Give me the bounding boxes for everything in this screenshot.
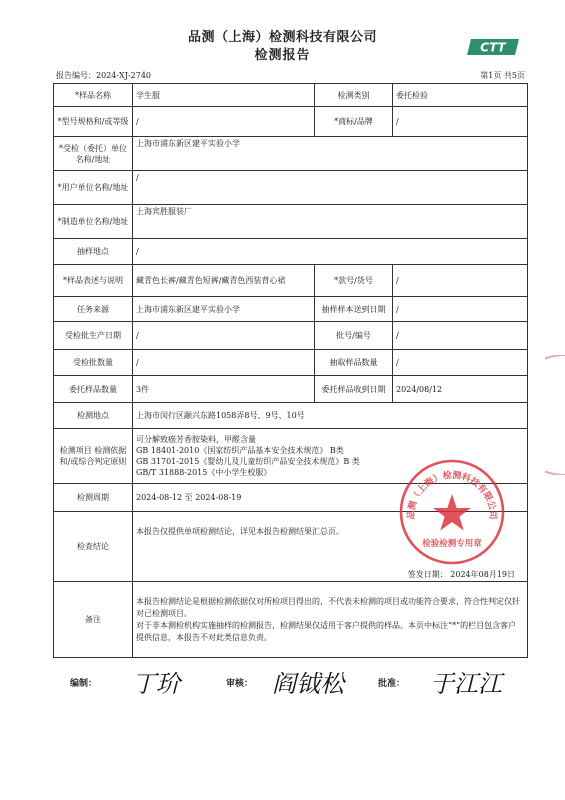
value-batch-no: / bbox=[393, 322, 528, 350]
star-icon bbox=[433, 494, 471, 531]
value-batch-qty: / bbox=[133, 350, 315, 376]
page-number: 第1页 共5页 bbox=[480, 71, 525, 80]
table-row bbox=[54, 582, 528, 658]
remark-line: 对于非本测检机构实施抽样的检测报告，检测结果仅适用于客户提供的样品。本页中标注“*”的栏目包含客户提供信息，本报告不对此类信息负责。 bbox=[136, 620, 517, 642]
label-remarks: 备注 bbox=[54, 582, 133, 658]
value-model-spec: / bbox=[133, 107, 315, 137]
table-row bbox=[54, 297, 528, 322]
official-seal bbox=[398, 458, 506, 566]
approver-signature: 于江江 bbox=[430, 670, 502, 698]
label-test-period: 检测周期 bbox=[54, 484, 133, 512]
test-item-line: 可分解致癌芳香胺染料，甲醛含量 bbox=[136, 435, 256, 444]
value-test-type: 委托检验 bbox=[393, 84, 528, 107]
value-sample-name: 学生服 bbox=[133, 84, 315, 107]
label-received-date: 委托样品收到日期 bbox=[315, 376, 393, 403]
remark-line: 本报告检测结论是根据检测依据仅对所检项目得出的，不代表未检测的项目或功能符合要求，符合性判定仅针对已检测项目。 bbox=[136, 596, 520, 618]
label-manufacturer: *制造单位名称/地址 bbox=[54, 205, 133, 239]
label-user-unit: *用户单位名称/地址 bbox=[54, 171, 133, 205]
value-manufacturer: 上海宾胜服装厂 bbox=[133, 205, 528, 239]
value-task-source: 上海市浦东新区建平实验小学 bbox=[133, 297, 315, 322]
value-remarks bbox=[133, 582, 528, 658]
conclusion-text: 本报告仅提供单项检测结论，详见本报告检测结果汇总页。 bbox=[136, 527, 344, 536]
table-row bbox=[54, 322, 528, 350]
table-row bbox=[54, 171, 528, 205]
value-brand: / bbox=[393, 107, 528, 137]
label-batch-qty: 受检批数量 bbox=[54, 350, 133, 376]
value-received-date: 2024/08/12 bbox=[393, 376, 528, 403]
test-standard-line: GB/T 31888-2015《中小学生校服》 bbox=[136, 468, 272, 477]
label-production-date: 受检批生产日期 bbox=[54, 322, 133, 350]
label-task-source: 任务来源 bbox=[54, 297, 133, 322]
value-sample-qty: 3件 bbox=[133, 376, 315, 403]
value-user-unit: / bbox=[133, 171, 528, 205]
label-style-no: *款号/货号 bbox=[315, 265, 393, 297]
label-client: *受检（委托）单位名称/地址 bbox=[54, 137, 133, 171]
test-standard-line: GB 31701-2015《婴幼儿及儿童纺织产品安全技术规范》B 类 bbox=[136, 457, 360, 466]
test-standard-line: GB 18401-2010《国家纺织产品基本安全技术规范》 B类 bbox=[136, 446, 344, 455]
seal-text: 品测（上海）检测科技有限公司 bbox=[406, 470, 498, 520]
editor-signature: 丁玠 bbox=[132, 670, 180, 698]
label-sample-desc: *样品表述与说明 bbox=[54, 265, 133, 297]
table-row bbox=[54, 84, 528, 107]
label-brand: *商标/品牌 bbox=[315, 107, 393, 137]
label-model-spec: *型号规格和/或等级 bbox=[54, 107, 133, 137]
label-sample-qty: 委托样品数量 bbox=[54, 376, 133, 403]
reviewer-label: 审核： bbox=[226, 679, 254, 689]
approver-label: 批准： bbox=[378, 679, 406, 689]
seal-bottom-text: 检验检测专用章 bbox=[422, 539, 482, 549]
table-row bbox=[54, 137, 528, 171]
issue-date: 签发日期： 2024年08月19日 bbox=[407, 570, 515, 579]
seam-seal-fragment bbox=[545, 355, 565, 475]
label-sampling-place: 抽样地点 bbox=[54, 239, 133, 265]
value-client: 上海市浦东新区建平实验小学 bbox=[133, 137, 528, 171]
table-row bbox=[54, 403, 528, 429]
report-title: 检测报告 bbox=[254, 48, 311, 63]
report-number: 报告编号：2024-XJ-2740 bbox=[56, 71, 152, 80]
value-production-date: / bbox=[133, 322, 315, 350]
value-drawn-qty: / bbox=[393, 350, 528, 376]
label-sample-name: *样品名称 bbox=[54, 84, 133, 107]
company-name: 品测（上海）检测科技有限公司 bbox=[187, 30, 377, 45]
value-sampling-place: / bbox=[133, 239, 528, 265]
label-test-items: 检测项目 检测依据和/或综合判定原则 bbox=[54, 429, 133, 484]
label-conclusion: 检查结论 bbox=[54, 512, 133, 582]
reviewer-signature: 阎钺松 bbox=[272, 670, 344, 698]
table-row bbox=[54, 107, 528, 137]
label-test-type: 检测类别 bbox=[315, 84, 393, 107]
label-test-location: 检测地点 bbox=[54, 403, 133, 429]
label-sample-arrival: 抽样样本送到日期 bbox=[315, 297, 393, 322]
value-test-period: 2024-08-12 至 2024-08-19 bbox=[133, 484, 528, 512]
label-drawn-qty: 抽取样品数量 bbox=[315, 350, 393, 376]
value-test-location: 上海市闵行区颛兴东路1058弄8号、9号、10号 bbox=[133, 403, 528, 429]
value-sample-desc: 藏青色长裤/藏青色短裤/藏青色西装背心裙 bbox=[133, 265, 315, 297]
table-row bbox=[54, 205, 528, 239]
editor-label: 编制： bbox=[70, 679, 98, 689]
table-row bbox=[54, 350, 528, 376]
table-row bbox=[54, 239, 528, 265]
info-table bbox=[53, 83, 528, 658]
value-style-no: / bbox=[393, 265, 528, 297]
label-batch-no: 批号/编号 bbox=[315, 322, 393, 350]
logo-text: CTT bbox=[480, 40, 506, 55]
table-row bbox=[54, 265, 528, 297]
company-logo bbox=[467, 38, 519, 56]
value-sample-arrival: / bbox=[393, 297, 528, 322]
table-row bbox=[54, 376, 528, 403]
